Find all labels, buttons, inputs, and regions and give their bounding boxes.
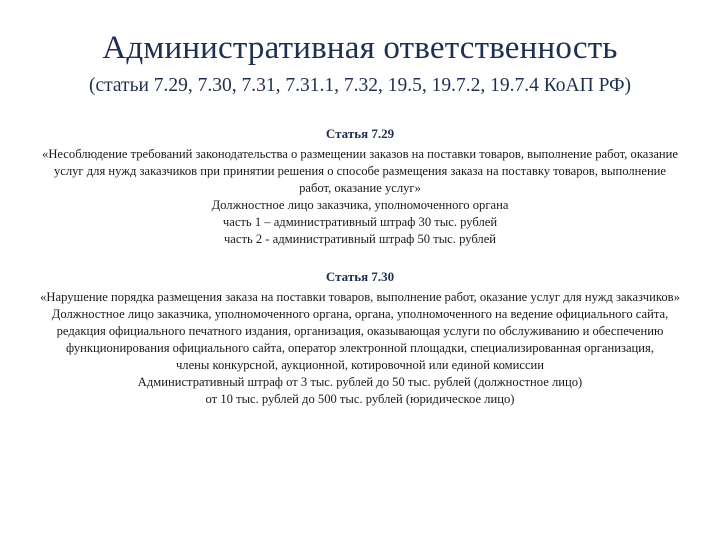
article-penalty-2: от 10 тыс. рублей до 500 тыс. рублей (юридическое лицо) [205, 392, 515, 406]
article-7-30 [0, 268, 720, 408]
article-heading: Статья 7.29 [325, 126, 395, 141]
page-title: Административная ответственность [102, 30, 618, 66]
article-penalty-1: часть 1 – административный штраф 30 тыс. рублей [222, 215, 498, 229]
article-heading: Статья 7.30 [325, 269, 395, 284]
article-subject: Должностное лицо заказчика, уполномоченного органа [211, 198, 509, 212]
article-penalty-2: часть 2 - административный штраф 50 тыс. рублей [223, 232, 497, 246]
article-subject: Должностное лицо заказчика, уполномоченного органа, органа, уполномоченного на ведение официального сайта, редакция официального печатного издания, организация, оказывающая услуги по обслуживанию и обеспечению функционирования официального сайта, оператор электронной площадки, специализированная организация, члены конкурсной, аукционной, котировочной или единой комиссии [51, 307, 669, 372]
article-penalty-1: Административный штраф от 3 тыс. рублей до 50 тыс. рублей (должностное лицо) [137, 375, 583, 389]
page-subtitle: (статьи 7.29, 7.30, 7.31, 7.31.1, 7.32, 19.5, 19.7.2, 19.7.4 КоАП РФ) [88, 75, 632, 96]
article-description: «Нарушение порядка размещения заказа на поставки товаров, выполнение работ, оказание услуг для нужд заказчиков» [40, 290, 680, 304]
article-7-29 [0, 125, 720, 248]
article-description: «Несоблюдение требований законодательства о размещении заказов на поставки товаров, выполнение работ, оказание услуг для нужд заказчиков при принятии решения о способе размещения заказа на поставку товаров, выполнение работ, оказание услуг» [42, 147, 678, 195]
